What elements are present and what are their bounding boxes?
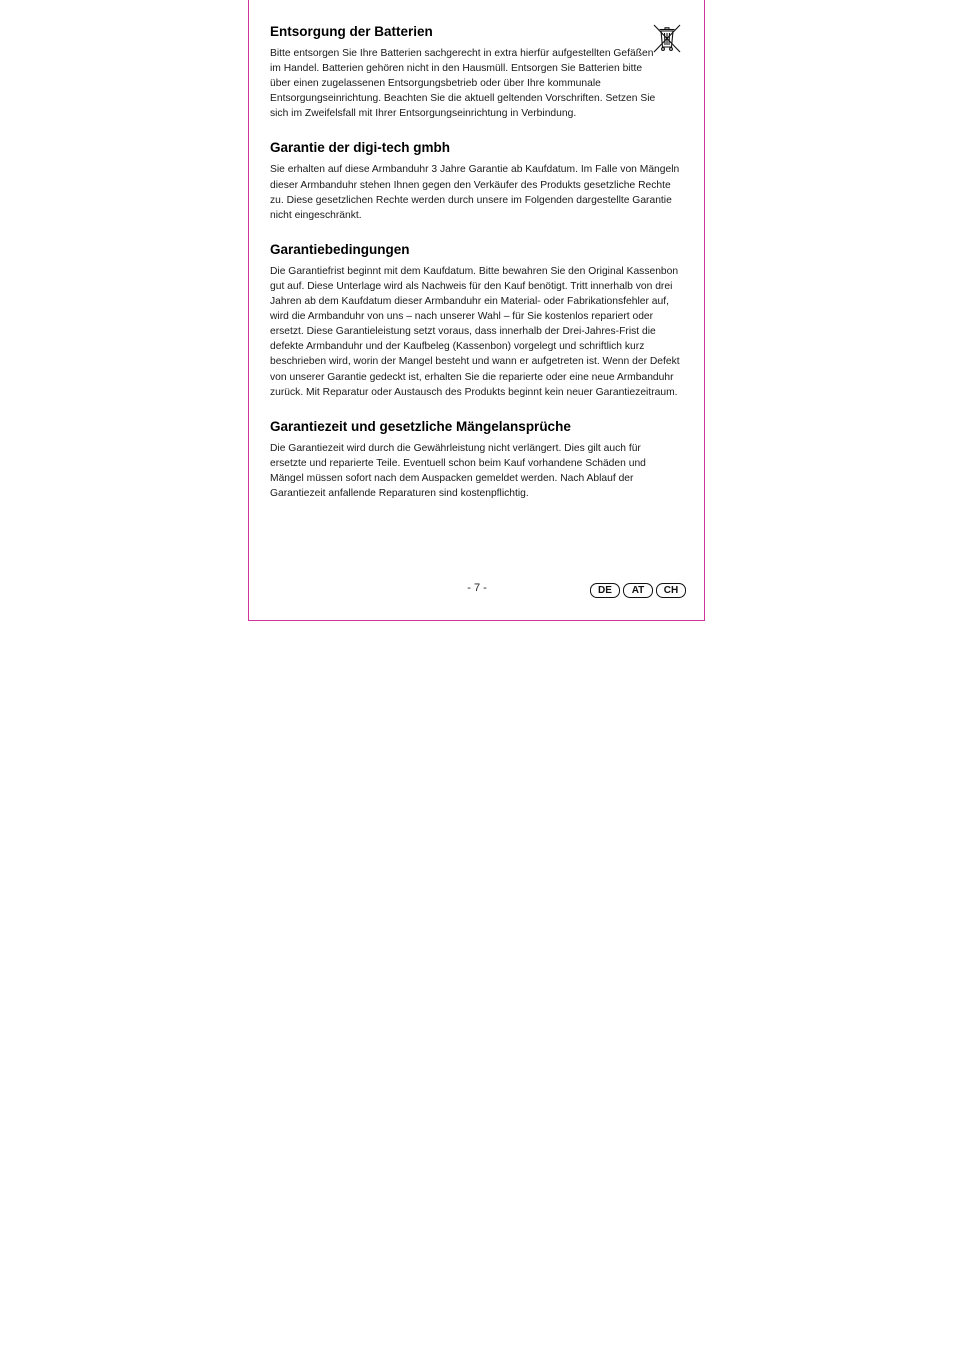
country-badge-ch: CH [656,583,686,598]
section-body: Sie erhalten auf diese Armbanduhr 3 Jahre Garantie ab Kaufdatum. Im Falle von Mängeln dieser Armbanduhr stehen Ihnen gegen den Verkäufer des Produkts gesetzliche Rechte zu. Diese gesetzlichen Rechte werden durch unsere im Folgenden dargestellte Garantie nicht eingeschränkt. [270,164,680,221]
section-warranty-conditions [270,240,680,400]
section-warranty-period [270,417,680,501]
document-content [270,22,680,518]
country-badges [590,583,686,598]
section-warranty [270,138,680,222]
country-badge-at: AT [623,583,653,598]
section-body: Die Garantiefrist beginnt mit dem Kaufdatum. Bitte bewahren Sie den Original Kassenbon gut auf. Diese Unterlage wird als Nachweis für den Kauf benötigt. Tritt innerhalb von drei Jahren ab dem Kaufdatum dieser Armbanduhr ein Material- oder Fabrikationsfehler auf, wird die Armbanduhr von uns – nach unserer Wahl – für Sie kostenlos repariert oder ersetzt. Diese Garantieleistung setzt voraus, dass innerhalb der Drei-Jahres-Frist die defekte Armbanduhr und der Kaufbeleg (Kassenbon) vorgelegt und schriftlich kurz beschrieben wird, worin der Mangel besteht und wann er aufgetreten ist. Wenn der Defekt von unserer Garantie gedeckt ist, erhalten Sie die reparierte oder eine neue Armbanduhr zurück. Mit Reparatur oder Austausch des Produkts beginnt kein neuer Garantiezeitraum. [270,265,680,398]
section-battery-disposal [270,22,680,121]
section-body: Die Garantiezeit wird durch die Gewährleistung nicht verlängert. Dies gilt auch für ersetzte und reparierte Teile. Eventuell schon beim Kauf vorhandene Schäden und Mängel müssen sofort nach dem Auspacken gemeldet werden. Nach Ablauf der Garantiezeit anfallende Reparaturen sind kostenpflichtig. [270,442,646,499]
section-heading: Garantie der digi-tech gmbh [270,140,451,156]
section-heading: Garantiebedingungen [270,241,410,257]
country-badge-de: DE [590,583,620,598]
page-number: - 7 - [467,582,487,594]
section-heading: Entsorgung der Batterien [270,24,433,39]
section-body: Bitte entsorgen Sie Ihre Batterien sachgerecht in extra hierfür aufgestellten Gefäßen im Handel. Batterien gehören nicht in den Hausmüll. Entsorgen Sie Batterien bitte über einen zugelassenen Entsorgungsbetrieb oder über Ihre kommunale Entsorgungseinrichtung. Beachten Sie die aktuell geltenden Vorschriften. Setzen Sie sich im Zweifelsfall mit Ihrer Entsorgungseinrichtung in Verbindung. [270,48,656,120]
section-heading: Garantiezeit und gesetzliche Mängelansprüche [270,418,571,434]
